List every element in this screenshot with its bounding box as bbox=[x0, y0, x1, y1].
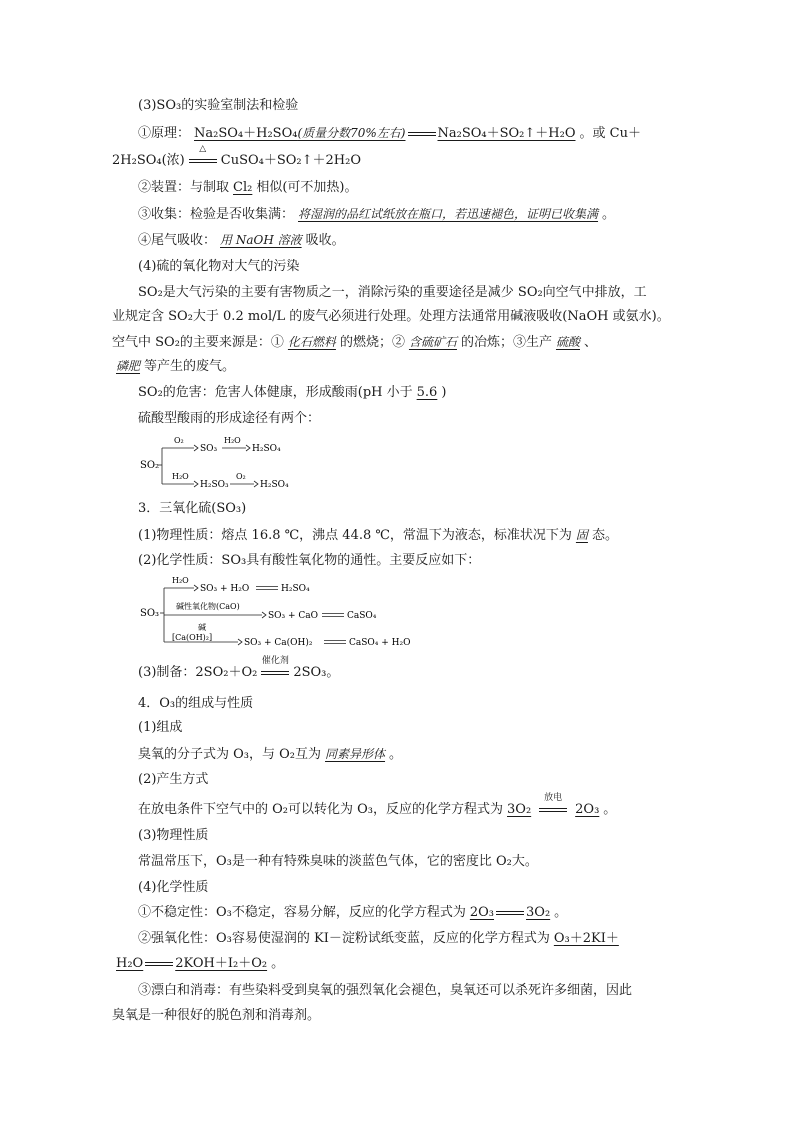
o3-oxid-pre: ②强氧化性：O₃容易使湿润的 KI－淀粉试纸变蓝，反应的化学方程式为 bbox=[138, 931, 550, 946]
collect-blank: 将湿润的品红试纸放在瓶口，若迅速褪色，证明已收集满 bbox=[298, 207, 599, 221]
d1-arrowhead2 bbox=[246, 445, 250, 451]
o3-unstable-blank bbox=[466, 905, 554, 920]
so3-reaction-diagram bbox=[138, 572, 428, 648]
para1-line2: 业规定含 SO₂大于 0.2 mol/L 的废气必须进行处理。处理方法通常用碱液吸收(NaOH 或氨水)。 bbox=[112, 309, 670, 324]
sources-post: 等产生的废气。 bbox=[144, 359, 236, 374]
d1-arrowhead3 bbox=[194, 481, 198, 487]
d1-arrowhead4 bbox=[254, 481, 258, 487]
o3-gen-post: 。 bbox=[603, 802, 617, 817]
discharge-equals bbox=[535, 793, 571, 820]
harm-blank: 5.6 bbox=[416, 385, 438, 400]
d1-arrowhead1 bbox=[194, 445, 198, 451]
tail-line bbox=[138, 230, 345, 251]
para1-line1: SO₂是大气污染的主要有害物质之一，消除污染的重要途径是减少 SO₂向空气中排放，工 bbox=[138, 285, 647, 300]
eq-products: Na₂SO₄＋SO₂↑＋H₂O bbox=[437, 126, 576, 141]
para1-line4 bbox=[112, 356, 235, 377]
o3-bleach-line1: ③漂白和消毒：有些染料受到臭氧的强烈氧化会褪色，臭氧还可以杀死许多细菌，因此 bbox=[138, 983, 633, 998]
o3-gen-blank-left: 3O₂ bbox=[507, 802, 532, 817]
o3-sub3: (3)物理性质 bbox=[138, 828, 209, 843]
o3-gen-pre: 在放电条件下空气中的 O₂可以转化为 O₃，反应的化学方程式为 bbox=[138, 802, 504, 817]
so3-phys-post: 态。 bbox=[591, 528, 618, 543]
so3-phys-pre: (1)物理性质：熔点 16.8 ℃，沸点 44.8 ℃，常温下为液态，标准状况下为 bbox=[138, 528, 572, 543]
d1-r2-cond: H₂O bbox=[172, 472, 189, 481]
o3-oxid-left: H₂O bbox=[116, 956, 144, 971]
o3-unstable-post: 。 bbox=[554, 905, 568, 920]
equals-sign bbox=[189, 159, 217, 163]
acid-rain-diagram bbox=[138, 430, 308, 492]
collect-line bbox=[138, 204, 615, 225]
acid-rain-intro: 硫酸型酸雨的形成途径有两个： bbox=[138, 411, 321, 426]
o3-comp-line bbox=[138, 744, 402, 765]
o3-unstable-left: 2O₃ bbox=[469, 905, 495, 920]
source-blank-3: 硫酸 bbox=[555, 335, 580, 349]
harm-line bbox=[138, 383, 446, 403]
equals-sign bbox=[145, 962, 173, 966]
o3-oxid-line1 bbox=[138, 929, 623, 949]
d1-start: SO₂ bbox=[140, 460, 160, 471]
source-blank-2: 含硫矿石 bbox=[408, 335, 457, 349]
o3-comp-post: 。 bbox=[389, 747, 403, 762]
o3-phys-line: 常温常压下，O₃是一种有特殊臭味的淡蓝色气体，它的密度比 O₂大。 bbox=[138, 854, 538, 869]
sources-sep: 、 bbox=[584, 335, 598, 350]
d2-start: SO₃ bbox=[140, 608, 160, 619]
so3-prep-pre: (3)制备：2SO₂＋O₂ bbox=[138, 665, 258, 680]
d2-arrowhead2 bbox=[262, 612, 266, 618]
d2-r2-eq-r: CaSO₄ bbox=[347, 611, 377, 621]
o3-sub4: (4)化学性质 bbox=[138, 880, 209, 895]
o3-comp-pre: 臭氧的分子式为 O₃，与 O₂互为 bbox=[138, 747, 322, 762]
device-blank: Cl₂ bbox=[233, 180, 253, 195]
d2-r3-eq-l: SO₃ + Ca(OH)₂ bbox=[244, 638, 313, 648]
principle-equation-blank bbox=[190, 126, 579, 141]
tail-pre: ④尾气吸收： bbox=[138, 233, 217, 248]
so3-title: 3．三氧化硫(SO₃) bbox=[138, 501, 247, 516]
d1-r2-end: H₂SO₄ bbox=[260, 480, 289, 490]
o3-oxid-line2 bbox=[112, 954, 284, 974]
d1-r1-mid: SO₃ bbox=[200, 444, 218, 454]
o3-unstable-right: 3O₂ bbox=[526, 905, 551, 920]
d1-r2-mid: H₂SO₃ bbox=[200, 480, 229, 490]
principle-label: ①原理： bbox=[138, 126, 191, 141]
d2-arrowhead1 bbox=[194, 585, 198, 591]
source-blank-1: 化石燃料 bbox=[287, 335, 336, 349]
o3-gen-line bbox=[138, 793, 617, 820]
section-title-pollution: (4)硫的氧化物对大气的污染 bbox=[138, 259, 300, 274]
o3-oxid-post: 。 bbox=[271, 956, 285, 971]
o3-bleach-line2: 臭氧是一种很好的脱色剂和消毒剂。 bbox=[112, 1008, 321, 1023]
d2-r2-eq-l: SO₃ + CaO bbox=[268, 611, 319, 621]
or-text: 。或 Cu＋ bbox=[579, 126, 641, 141]
d2-r1-cond: H₂O bbox=[172, 576, 189, 585]
heat-mark: △ bbox=[199, 144, 207, 154]
o3-comp-blank: 同素异形体 bbox=[325, 747, 386, 761]
para1-line3 bbox=[112, 332, 597, 353]
d2-arrowhead3 bbox=[238, 639, 242, 645]
heat-equals bbox=[185, 144, 221, 171]
d2-r1-eq-r: H₂SO₄ bbox=[281, 584, 310, 594]
sources-pre: 空气中 SO₂的主要来源是：① bbox=[112, 335, 284, 350]
eq2-right: CuSO₄＋SO₂↑＋2H₂O bbox=[220, 153, 361, 168]
d2-r3-cond2: [Ca(OH)₂] bbox=[172, 633, 213, 642]
o3-gen-blank-right: 2O₃ bbox=[575, 802, 600, 817]
so3-prep-post: 2SO₃。 bbox=[293, 665, 340, 680]
section-title-so3-lab: (3)SO₃的实验室制法和检验 bbox=[138, 98, 299, 113]
eq2-left: 2H₂SO₄(浓) bbox=[112, 153, 185, 168]
o3-oxid-blank-2 bbox=[112, 956, 271, 971]
device-post: 相似(可不加热)。 bbox=[256, 180, 358, 195]
d2-r1-eq-l: SO₃ + H₂O bbox=[200, 584, 250, 594]
catalyst-equals bbox=[257, 656, 293, 683]
equals-sign bbox=[496, 911, 524, 915]
o3-oxid-blank-1: O₃＋2KI＋ bbox=[553, 931, 619, 946]
collect-post: 。 bbox=[602, 207, 616, 222]
d1-r2-cond2: O₂ bbox=[236, 472, 246, 481]
equals-sign bbox=[408, 132, 436, 136]
principle-line-2 bbox=[112, 144, 361, 171]
d2-r3-eq-r: CaSO₄ + H₂O bbox=[349, 638, 411, 648]
harm-post: ) bbox=[441, 385, 447, 400]
d2-r3-cond: 碱 bbox=[198, 623, 206, 632]
so3-phys-blank: 固 bbox=[575, 528, 588, 542]
tail-blank: 用 NaOH 溶液 bbox=[220, 233, 302, 247]
so3-prep-line bbox=[138, 656, 340, 683]
equals-sign bbox=[539, 808, 567, 812]
sources-mid2: 的冶炼；③生产 bbox=[460, 335, 552, 350]
collect-pre: ③收集：检验是否收集满： bbox=[138, 207, 295, 222]
o3-oxid-right: 2KOH＋I₂＋O₂ bbox=[175, 956, 268, 971]
source-blank-4: 磷肥 bbox=[116, 359, 141, 373]
o3-unstable-line bbox=[138, 903, 567, 923]
device-line bbox=[138, 178, 358, 198]
o3-title: 4．O₃的组成与性质 bbox=[138, 696, 254, 711]
tail-post: 吸收。 bbox=[305, 233, 345, 248]
o3-unstable-pre: ①不稳定性：O₃不稳定，容易分解，反应的化学方程式为 bbox=[138, 905, 466, 920]
o3-sub2: (2)产生方式 bbox=[138, 772, 209, 787]
o3-sub1: (1)组成 bbox=[138, 720, 183, 735]
eq-note: (质量分数70%左右) bbox=[297, 126, 406, 140]
so3-phys-line bbox=[138, 525, 618, 546]
catalyst-label: 催化剂 bbox=[261, 656, 289, 666]
d2-r2-cond: 碱性氧化物(CaO) bbox=[176, 602, 240, 611]
d1-r1-cond: O₂ bbox=[174, 436, 184, 445]
sources-mid1: 的燃烧；② bbox=[339, 335, 405, 350]
eq-reactants: Na₂SO₄＋H₂SO₄ bbox=[194, 126, 298, 141]
discharge-label: 放电 bbox=[544, 793, 563, 803]
harm-pre: SO₂的危害：危害人体健康，形成酸雨(pH 小于 bbox=[138, 385, 413, 400]
equals-sign bbox=[261, 671, 289, 675]
device-pre: ②装置：与制取 bbox=[138, 180, 230, 195]
so3-chem-line: (2)化学性质：SO₃具有酸性氧化物的通性。主要反应如下： bbox=[138, 553, 481, 568]
d1-r1-cond2: H₂O bbox=[224, 436, 241, 445]
d1-r1-end: H₂SO₄ bbox=[252, 444, 281, 454]
